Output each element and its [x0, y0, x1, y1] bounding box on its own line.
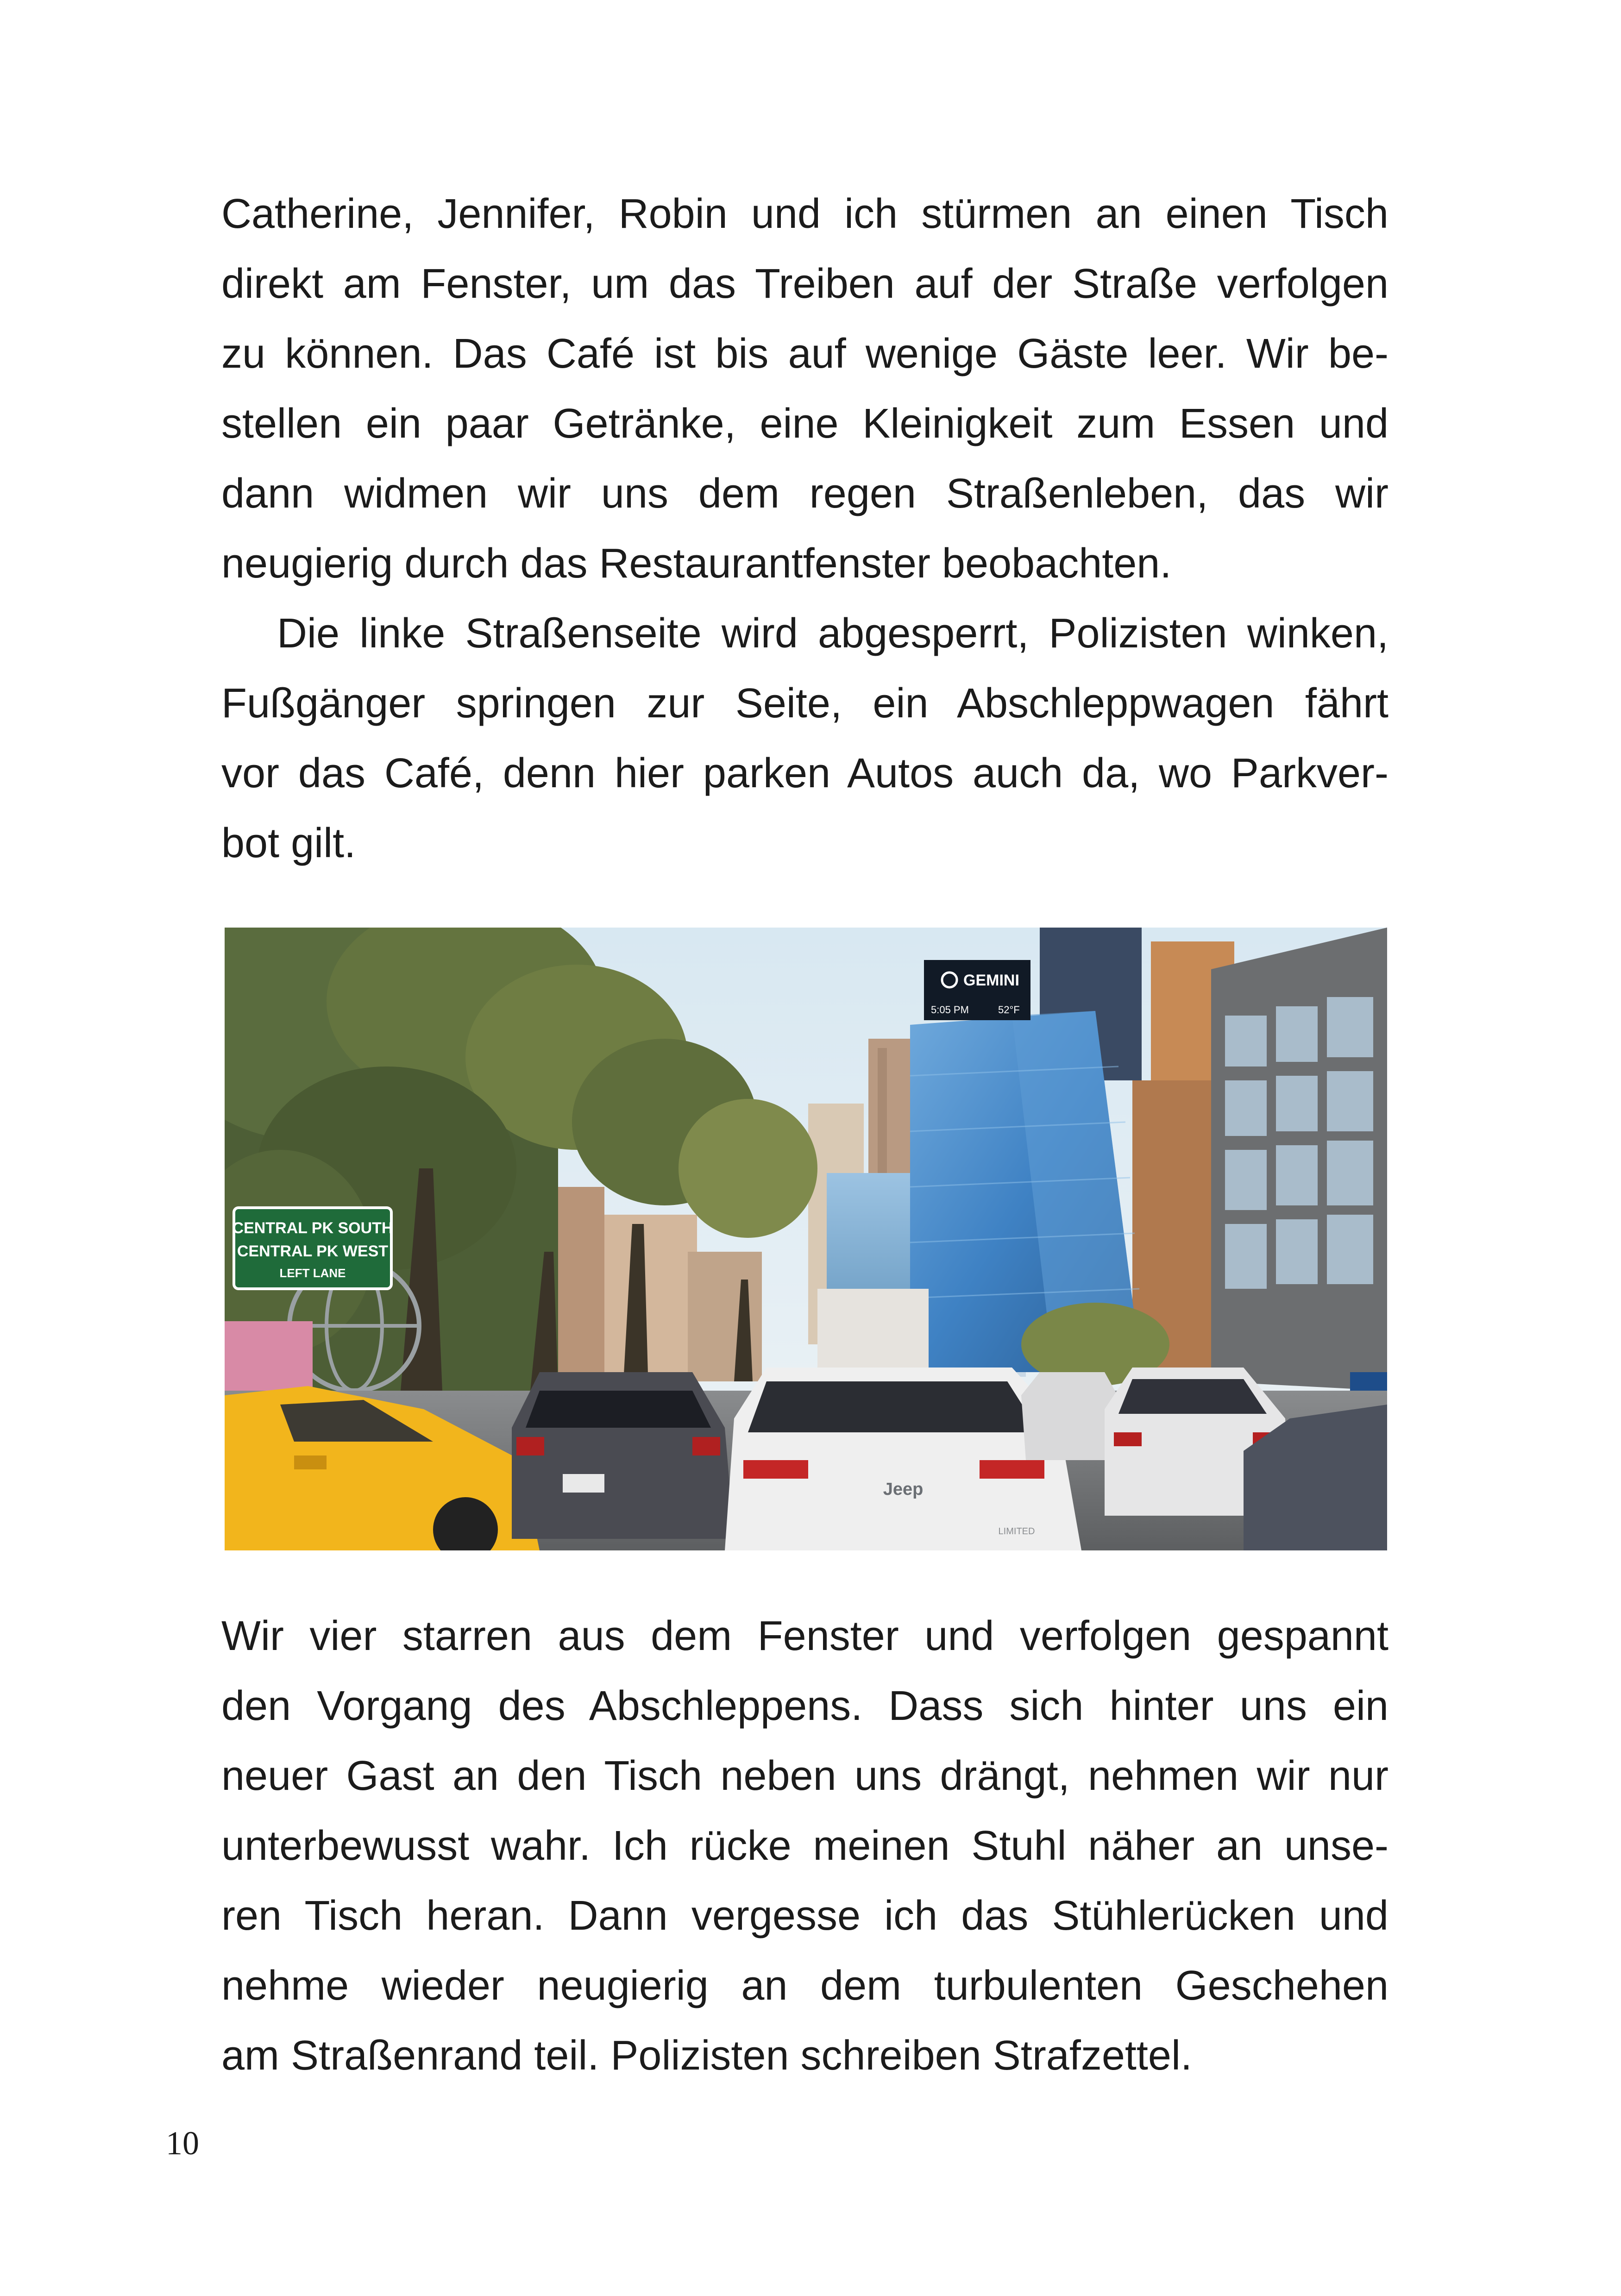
text-line: unterbewusst wahr. Ich rücke meinen Stuhl näher an unse- — [221, 1823, 1389, 1869]
billboard-brand: GEMINI — [963, 972, 1019, 989]
street-sign-line2: CENTRAL PK WEST — [237, 1242, 389, 1260]
text-line: Die linke Straßenseite wird abgesperrt, Polizisten winken, — [277, 610, 1389, 657]
page-number: 10 — [166, 2125, 199, 2162]
trim-badge: LIMITED — [998, 1526, 1035, 1537]
text-line: ren Tisch heran. Dann vergesse ich das Stühlerücken und — [221, 1893, 1389, 1939]
text-line: den Vorgang des Abschleppens. Dass sich hinter uns ein — [221, 1683, 1389, 1729]
text-line: stellen ein paar Getränke, eine Kleinigkeit zum Essen und — [221, 401, 1389, 447]
text-line: zu können. Das Café ist bis auf wenige Gäste leer. Wir be- — [221, 331, 1389, 377]
text-line: am Straßenrand teil. Polizisten schreiben Strafzettel. — [221, 2033, 1192, 2079]
ad-panel — [225, 1321, 313, 1391]
street-photo — [225, 928, 1387, 1550]
street-sign — [232, 1208, 393, 1289]
street-sign-line1: CENTRAL PK SOUTH — [232, 1219, 393, 1237]
street-sign-line3: LEFT LANE — [279, 1266, 346, 1280]
billboard-time: 5:05 PM — [931, 1004, 969, 1016]
text-line: direkt am Fenster, um das Treiben auf der Straße verfolgen — [221, 261, 1389, 307]
text-line: neuer Gast an den Tisch neben uns drängt, nehmen wir nur — [221, 1753, 1389, 1799]
street-photo-scene — [225, 928, 1387, 1550]
billboard-temperature: 52°F — [998, 1004, 1020, 1016]
opening-paragraphs — [221, 179, 1389, 878]
text-line: nehme wieder neugierig an dem turbulenten Geschehen — [221, 1963, 1389, 2009]
text-line: Wir vier starren aus dem Fenster und verfolgen gespannt — [221, 1613, 1389, 1659]
text-line: bot gilt. — [221, 820, 356, 866]
text-line: dann widmen wir uns dem regen Straßenleben, das wir — [221, 470, 1389, 517]
text-line: vor das Café, denn hier parken Autos auch da, wo Parkver- — [221, 750, 1389, 797]
dark-suv — [512, 1372, 734, 1539]
building-right — [1211, 928, 1387, 1405]
closing-paragraph — [221, 1601, 1389, 2091]
text-line: Catherine, Jennifer, Robin und ich stürmen an einen Tisch — [221, 191, 1389, 237]
jeep-badge: Jeep — [883, 1480, 924, 1499]
text-line: neugierig durch das Restaurantfenster beobachten. — [221, 540, 1172, 587]
text-line: Fußgänger springen zur Seite, ein Abschleppwagen fährt — [221, 680, 1389, 727]
